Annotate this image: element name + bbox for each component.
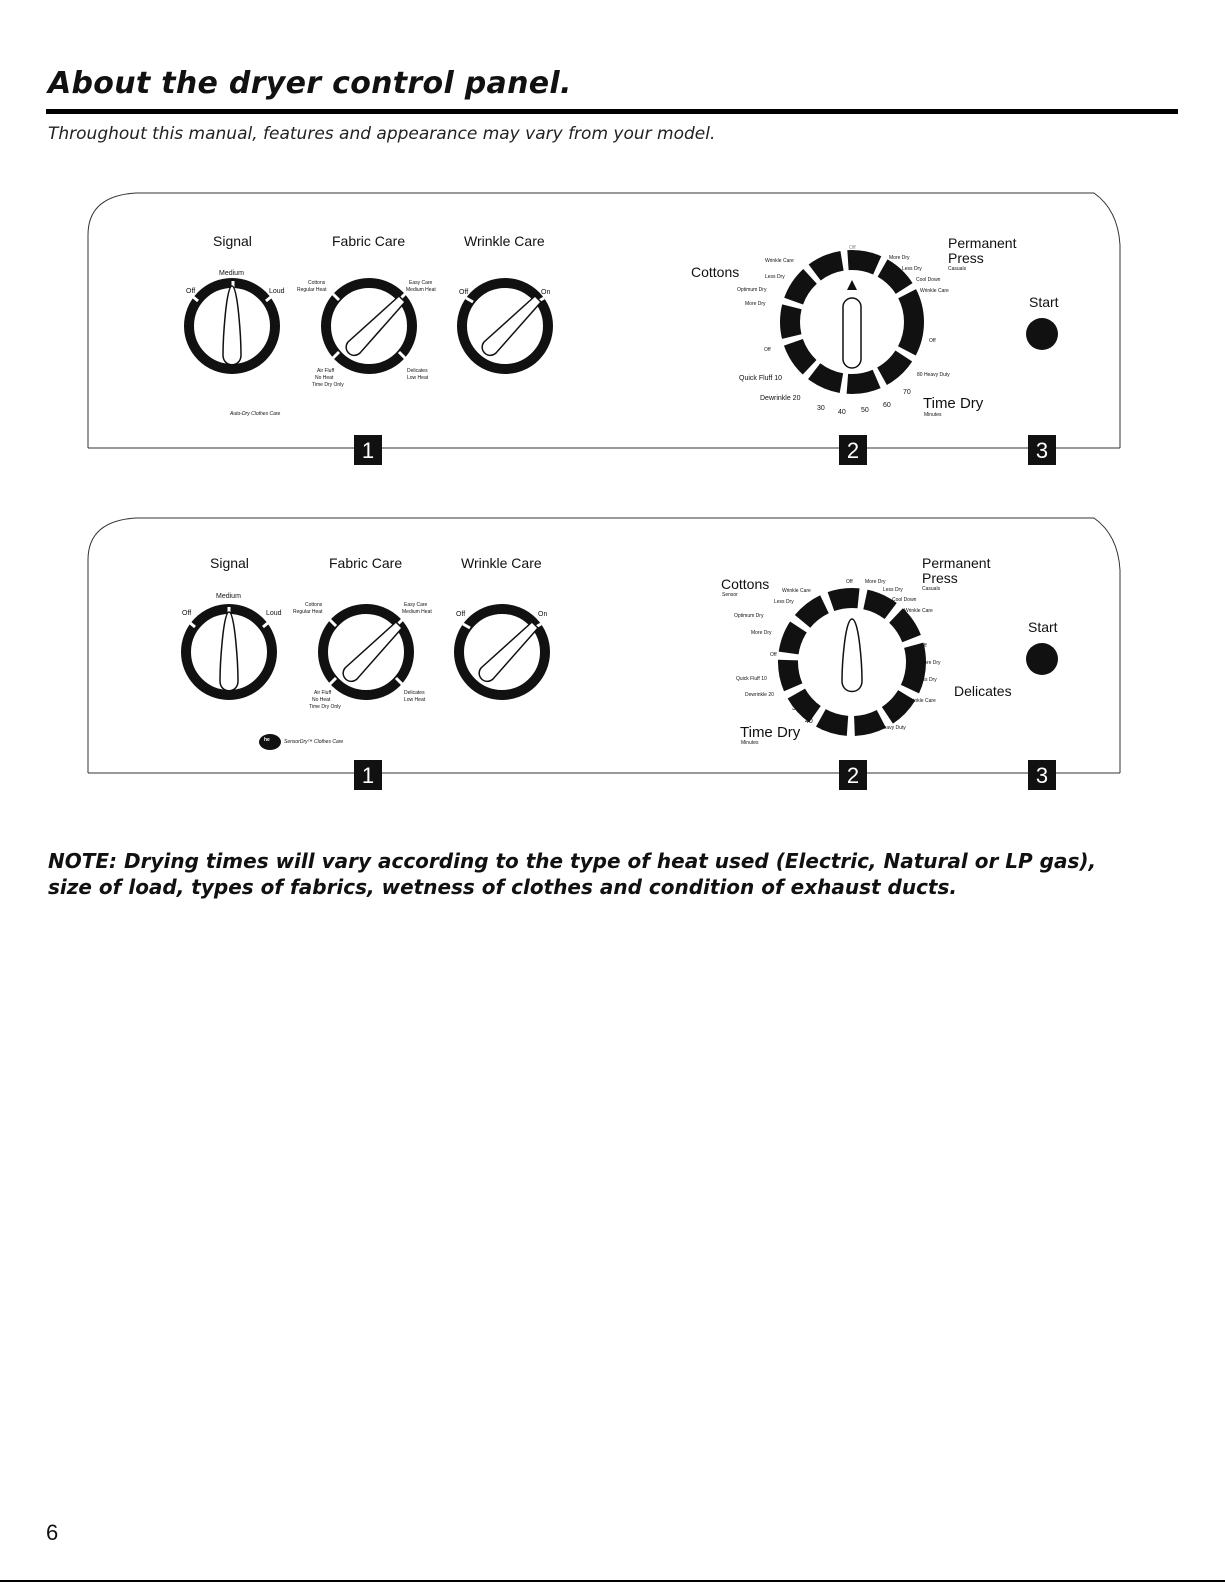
cycle-del-more-dry-2: More Dry <box>920 660 941 666</box>
start-button[interactable] <box>1026 318 1058 350</box>
signal-loud: Loud <box>269 288 285 295</box>
fabric-care-knob-2[interactable] <box>323 609 409 695</box>
fabric-air-fluff: Air Fluff <box>317 368 335 374</box>
signal-medium-2: Medium <box>216 593 241 600</box>
signal-off-2: Off <box>182 610 192 617</box>
cycle-minutes: Minutes <box>924 412 942 418</box>
panel-1-outline <box>86 190 1131 460</box>
cycle-wrinkle-care-2: Wrinkle Care <box>782 588 811 594</box>
cycle-casuals: Casuals <box>948 266 967 272</box>
cycle-delicates-2: Delicates <box>954 683 1012 699</box>
fabric-time-dry-only: Time Dry Only <box>312 382 344 388</box>
cycle-dewrinkle-2: Dewrinkle 20 <box>745 692 774 698</box>
cycle-70: 70 <box>903 389 911 396</box>
cycle-selector-dial-2[interactable] <box>788 598 916 726</box>
bottom-rule <box>0 1580 1225 1582</box>
callout-2: 2 <box>839 435 867 465</box>
cycle-permanent: Permanent <box>948 235 1017 251</box>
wrinkle-care-label: Wrinkle Care <box>464 233 545 249</box>
cycle-press-2: Press <box>922 570 958 586</box>
cycle-80-heavy-duty-2: 80 Heavy Duty <box>873 725 906 731</box>
signal-knob[interactable] <box>189 281 275 369</box>
cycle-casuals-2: Casuals <box>922 586 941 592</box>
wrinkle-on-2: On <box>538 611 548 618</box>
cycle-time-dry: Time Dry <box>923 395 984 412</box>
cycle-selector-dial[interactable] <box>790 260 914 384</box>
cycle-cool-down: Cool Down <box>916 277 941 283</box>
cycle-off-left: Off <box>764 347 771 353</box>
cycle-sensor-2: Sensor <box>722 592 738 598</box>
fabric-low-heat-2: Low Heat <box>404 697 426 703</box>
wrinkle-off: Off <box>459 289 469 296</box>
signal-knob-2[interactable] <box>186 607 272 695</box>
fabric-cottons: Cottons <box>308 280 326 286</box>
start-label: Start <box>1029 294 1059 310</box>
cycle-cottons: Cottons <box>691 264 740 280</box>
cycle-50: 50 <box>861 407 869 414</box>
cycle-cottons-2: Cottons <box>721 576 770 592</box>
cycle-permanent-2: Permanent <box>922 555 991 571</box>
he-logo-text: he <box>264 737 270 743</box>
fabric-care-label: Fabric Care <box>332 233 406 249</box>
fabric-delicates-2: Delicates <box>404 690 425 696</box>
fabric-delicates: Delicates <box>407 368 428 374</box>
cycle-pp-less-dry: Less Dry <box>902 266 922 272</box>
cycle-off-top-2: Off <box>846 579 853 585</box>
cycle-30-2: 30 <box>792 705 800 712</box>
callout-2-panel-2: 2 <box>839 760 867 790</box>
fabric-care-label-2: Fabric Care <box>329 555 403 571</box>
cycle-optimum-dry: Optimum Dry <box>737 287 767 293</box>
wrinkle-care-knob[interactable] <box>462 283 551 369</box>
page-number: 6 <box>46 1520 59 1545</box>
cycle-del-less-dry-2: Less Dry <box>917 677 937 683</box>
cycle-wrinkle-care: Wrinkle Care <box>765 258 794 264</box>
cycle-minutes-2: Minutes <box>741 740 759 746</box>
cycle-quick-fluff-2: Quick Fluff 10 <box>736 676 767 682</box>
wrinkle-on: On <box>541 289 551 296</box>
cycle-more-dry: More Dry <box>745 301 766 307</box>
wrinkle-care-label-2: Wrinkle Care <box>461 555 542 571</box>
fabric-easy-care-2: Easy Care <box>404 602 428 608</box>
start-button-2[interactable] <box>1026 643 1058 675</box>
cycle-60-2: 60 <box>839 728 847 735</box>
cycle-time-dry-2: Time Dry <box>740 724 801 741</box>
fabric-low-heat: Low Heat <box>407 375 429 381</box>
callout-1: 1 <box>354 435 382 465</box>
start-label-2: Start <box>1028 619 1058 635</box>
control-panel-1 <box>86 190 1131 463</box>
fabric-care-knob[interactable] <box>326 283 412 369</box>
callout-1-panel-2: 1 <box>354 760 382 790</box>
fabric-cottons-2: Cottons <box>305 602 323 608</box>
fabric-medium-heat-2: Medium Heat <box>402 609 432 615</box>
cycle-off-right: Off <box>929 338 936 344</box>
cycle-40-2: 40 <box>805 718 813 725</box>
auto-dry-label: Auto-Dry Clothes Care <box>230 411 281 417</box>
cycle-quick-fluff: Quick Fluff 10 <box>739 375 783 382</box>
signal-medium: Medium <box>219 270 244 277</box>
cycle-70-2: 70 <box>857 728 865 735</box>
callout-3: 3 <box>1028 435 1056 465</box>
fabric-regular-heat-2: Regular Heat <box>293 609 323 615</box>
cycle-optimum-dry-2: Optimum Dry <box>734 613 764 619</box>
cycle-less-dry: Less Dry <box>765 274 785 280</box>
cycle-off-top: Off <box>849 245 856 251</box>
fabric-no-heat: No Heat <box>315 375 334 381</box>
cycle-80-heavy-duty: 80 Heavy Duty <box>917 372 950 378</box>
cycle-pp-wrinkle-care: Wrinkle Care <box>920 288 949 294</box>
cycle-pp-less-dry-2: Less Dry <box>883 587 903 593</box>
callout-3-panel-2: 3 <box>1028 760 1056 790</box>
note-line-2: size of load, types of fabrics, wetness of clothes and condition of exhaust ducts. <box>48 875 957 899</box>
cycle-pp-wrinkle-care-2: Wrinkle Care <box>904 608 933 614</box>
drying-times-note <box>48 848 1148 900</box>
cycle-pp-more-dry-2: More Dry <box>865 579 886 585</box>
cycle-30: 30 <box>817 405 825 412</box>
signal-label: Signal <box>213 233 252 249</box>
control-panel-2 <box>86 515 1131 788</box>
cycle-40: 40 <box>838 409 846 416</box>
cycle-dewrinkle: Dewrinkle 20 <box>760 395 801 402</box>
fabric-time-dry-only-2: Time Dry Only <box>309 704 341 710</box>
title-rule <box>46 109 1178 114</box>
cycle-off-left-2: Off <box>770 652 777 658</box>
cycle-more-dry-2: More Dry <box>751 630 772 636</box>
he-logo <box>259 734 281 750</box>
page-subtitle: Throughout this manual, features and appearance may vary from your model. <box>48 124 716 144</box>
cycle-less-dry-2: Less Dry <box>774 599 794 605</box>
fabric-air-fluff-2: Air Fluff <box>314 690 332 696</box>
wrinkle-off-2: Off <box>456 611 466 618</box>
signal-off: Off <box>186 288 196 295</box>
fabric-regular-heat: Regular Heat <box>297 287 327 293</box>
cycle-60: 60 <box>883 402 891 409</box>
wrinkle-care-knob-2[interactable] <box>459 609 548 695</box>
page-title: About the dryer control panel. <box>48 66 572 101</box>
fabric-medium-heat: Medium Heat <box>406 287 436 293</box>
cycle-press: Press <box>948 250 984 266</box>
note-line-1: NOTE: Drying times will vary according to the type of heat used (Electric, Natural or LP gas), <box>48 849 1097 873</box>
signal-label-2: Signal <box>210 555 249 571</box>
cycle-pp-more-dry: More Dry <box>889 255 910 261</box>
signal-loud-2: Loud <box>266 610 282 617</box>
cycle-cool-down-2: Cool Down <box>892 597 917 603</box>
cycle-50-2: 50 <box>821 725 829 732</box>
fabric-easy-care: Easy Care <box>409 280 433 286</box>
cycle-del-wrinkle-care-2: Wrinkle Care <box>907 698 936 704</box>
cycle-off-right-2: Off <box>920 643 927 649</box>
fabric-no-heat-2: No Heat <box>312 697 331 703</box>
sensordry-label: SensorDry™ Clothes Care <box>284 739 344 745</box>
